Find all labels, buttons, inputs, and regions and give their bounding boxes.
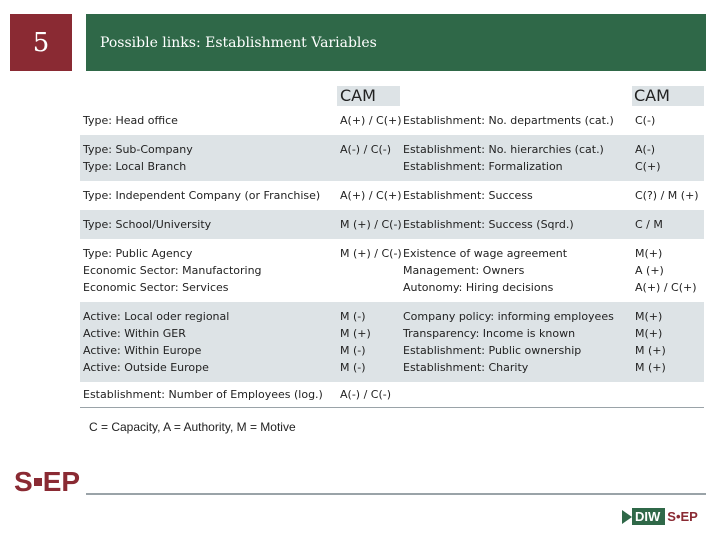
table-cell-c4 bbox=[632, 216, 704, 233]
table-body bbox=[80, 106, 704, 407]
table-cell-c3 bbox=[400, 112, 632, 129]
table-cell-c1 bbox=[80, 112, 337, 129]
cell-line: M (+) bbox=[635, 344, 666, 357]
slide-title bbox=[86, 14, 706, 71]
cell-line bbox=[340, 262, 400, 279]
cell-line: Economic Sector: Services bbox=[83, 281, 229, 294]
diw-soep-logo bbox=[622, 508, 698, 525]
cell-line: M (-) bbox=[340, 361, 366, 374]
cell-line: Existence of wage agreement bbox=[403, 247, 568, 260]
cell-line: Establishment: Success (Sqrd.) bbox=[403, 218, 574, 231]
cell-line: Establishment: No. hierarchies (cat.) bbox=[403, 143, 604, 156]
cell-line: C / M bbox=[635, 218, 663, 231]
header-blank-mid bbox=[400, 86, 632, 106]
table-cell-c3 bbox=[400, 141, 632, 175]
table-cell-c1 bbox=[80, 141, 337, 175]
table-row bbox=[80, 106, 704, 135]
table-cell-c1 bbox=[80, 386, 337, 403]
table-cell-c4 bbox=[632, 245, 704, 296]
diw-arrow-icon bbox=[622, 510, 632, 524]
cell-line: M(+) bbox=[635, 310, 663, 323]
table-cell-c2 bbox=[337, 386, 400, 403]
cell-line bbox=[635, 386, 704, 403]
table-cell-c2 bbox=[337, 308, 400, 376]
table-header-row bbox=[80, 86, 704, 106]
slide-title-text: Possible links: Establishment Variables bbox=[100, 34, 377, 51]
table-row bbox=[80, 210, 704, 239]
slide-number: 5 bbox=[10, 14, 72, 71]
cell-line: C(?) / M (+) bbox=[635, 189, 699, 202]
soep-mark: S•EP bbox=[667, 509, 698, 524]
table-cell-c3 bbox=[400, 187, 632, 204]
diw-mark: DIW bbox=[632, 508, 665, 525]
cell-line: A (+) bbox=[635, 264, 664, 277]
table-cell-c3 bbox=[400, 216, 632, 233]
cell-line: Active: Within GER bbox=[83, 327, 186, 340]
cell-line: Economic Sector: Manufactoring bbox=[83, 264, 262, 277]
table-cell-c1 bbox=[80, 308, 337, 376]
cell-line: Establishment: No. departments (cat.) bbox=[403, 114, 614, 127]
table-cell-c4 bbox=[632, 112, 704, 129]
soep-mark-s: S bbox=[667, 509, 676, 524]
cell-line: A(-) / C(-) bbox=[340, 388, 392, 401]
cell-line: Establishment: Charity bbox=[403, 361, 529, 374]
cell-line: C(+) bbox=[635, 160, 661, 173]
cell-line: Autonomy: Hiring decisions bbox=[403, 281, 554, 294]
cell-line: Type: Sub-Company bbox=[83, 143, 193, 156]
cell-line bbox=[340, 279, 400, 296]
table-cell-c1 bbox=[80, 216, 337, 233]
cell-line: Company policy: informing employees bbox=[403, 310, 614, 323]
legend-text: C = Capacity, A = Authority, M = Motive bbox=[89, 420, 296, 434]
table-cell-c1 bbox=[80, 245, 337, 296]
table-row bbox=[80, 382, 704, 407]
table-cell-c4 bbox=[632, 141, 704, 175]
cell-line: Establishment: Formalization bbox=[403, 160, 563, 173]
cell-line bbox=[340, 158, 400, 175]
table-cell-c2 bbox=[337, 187, 400, 204]
cell-line: Type: Public Agency bbox=[83, 247, 193, 260]
table-row bbox=[80, 239, 704, 302]
cell-line: M (+) bbox=[635, 361, 666, 374]
logo-ep: EP bbox=[42, 466, 81, 497]
cell-line: M (-) bbox=[340, 310, 366, 323]
cell-line: Active: Local oder regional bbox=[83, 310, 230, 323]
logo-s: S bbox=[14, 466, 33, 497]
table-bottom-rule bbox=[80, 407, 704, 408]
cell-line: Establishment: Public ownership bbox=[403, 344, 582, 357]
footer-rule bbox=[86, 493, 706, 495]
cell-line: Type: Local Branch bbox=[83, 160, 187, 173]
cell-line: Establishment: Number of Employees (log.) bbox=[83, 388, 323, 401]
header-cam-right: CAM bbox=[632, 86, 704, 106]
table-cell-c4 bbox=[632, 187, 704, 204]
cell-line: Active: Within Europe bbox=[83, 344, 202, 357]
header-cam-left: CAM bbox=[337, 86, 400, 106]
cell-line: M (+) bbox=[340, 327, 371, 340]
cell-line: Transparency: Income is known bbox=[403, 327, 576, 340]
cell-line: Type: School/University bbox=[83, 218, 212, 231]
cell-line: A(-) bbox=[635, 143, 656, 156]
cell-line: Type: Independent Company (or Franchise) bbox=[83, 189, 321, 202]
cell-line: C(-) bbox=[635, 114, 656, 127]
cell-line: M(+) bbox=[635, 327, 663, 340]
cell-line: Type: Head office bbox=[83, 114, 178, 127]
table-cell-c2 bbox=[337, 112, 400, 129]
table-cell-c4 bbox=[632, 308, 704, 376]
logo-dot bbox=[34, 478, 42, 486]
cell-line: M(+) bbox=[635, 247, 663, 260]
soep-logo bbox=[14, 466, 80, 498]
cell-line: Active: Outside Europe bbox=[83, 361, 209, 374]
table-cell-c2 bbox=[337, 216, 400, 233]
cell-line: M (+) / C(-) bbox=[340, 247, 402, 260]
table-cell-c1 bbox=[80, 187, 337, 204]
cell-line: Management: Owners bbox=[403, 264, 525, 277]
soep-mark-ep: EP bbox=[680, 509, 698, 524]
header-blank-left bbox=[80, 86, 337, 106]
links-table bbox=[80, 86, 704, 408]
cell-line: M (+) / C(-) bbox=[340, 218, 402, 231]
table-cell-c4 bbox=[632, 386, 704, 403]
cell-line: M (-) bbox=[340, 344, 366, 357]
cell-line: A(+) / C(+) bbox=[635, 281, 697, 294]
table-row bbox=[80, 135, 704, 181]
table-row bbox=[80, 181, 704, 210]
table-cell-c2 bbox=[337, 245, 400, 296]
cell-line bbox=[403, 386, 632, 403]
cell-line: A(-) / C(-) bbox=[340, 143, 392, 156]
cell-line: A(+) / C(+) bbox=[340, 114, 402, 127]
cell-line: A(+) / C(+) bbox=[340, 189, 402, 202]
table-cell-c3 bbox=[400, 386, 632, 403]
table-cell-c3 bbox=[400, 308, 632, 376]
table-cell-c3 bbox=[400, 245, 632, 296]
cell-line: Establishment: Success bbox=[403, 189, 533, 202]
table-row bbox=[80, 302, 704, 382]
table-cell-c2 bbox=[337, 141, 400, 175]
